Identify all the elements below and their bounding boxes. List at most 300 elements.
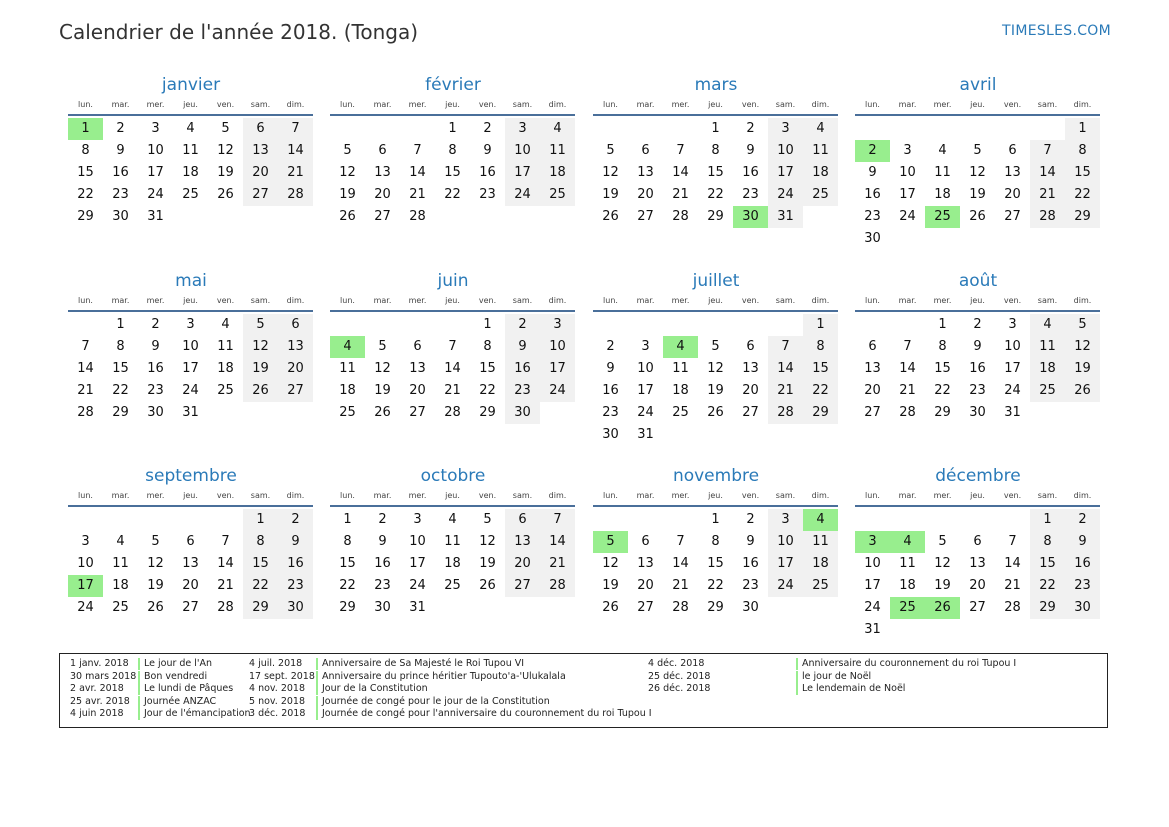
day-cell: 8	[81, 143, 90, 158]
weekday-label: lun.	[340, 100, 355, 109]
day-cell: 21	[1004, 578, 1021, 593]
day-cell: 29	[707, 600, 724, 615]
day-cell: 12	[217, 143, 234, 158]
day-cell: 6	[378, 143, 387, 158]
day-cell: 9	[746, 143, 755, 158]
empty-cell	[68, 314, 103, 336]
day-cell: 14	[1030, 162, 1065, 184]
day-grid	[593, 509, 839, 619]
day-cell: 30	[742, 600, 759, 615]
day-cell: 25	[1030, 380, 1065, 402]
month-11	[855, 465, 1101, 641]
day-cell: 22	[444, 187, 461, 202]
day-cell: 8	[483, 339, 492, 354]
weekday-label: mer.	[671, 296, 690, 305]
day-cell: 24	[182, 383, 199, 398]
day-cell: 10	[899, 165, 916, 180]
day-cell: 22	[707, 187, 724, 202]
legend-date: 4 nov. 2018	[249, 683, 305, 695]
empty-cell	[890, 314, 925, 336]
weekday-label: sam.	[1037, 296, 1058, 305]
month-name: avril	[959, 75, 997, 95]
day-cell: 10	[77, 556, 94, 571]
day-cell: 25	[217, 383, 234, 398]
day-cell: 1	[116, 317, 125, 332]
month-0	[68, 74, 314, 228]
day-cell: 19	[602, 187, 619, 202]
day-cell: 15	[479, 361, 496, 376]
day-cell: 21	[77, 383, 94, 398]
weekday-label: ven.	[741, 491, 760, 500]
day-cell: 23	[1065, 575, 1100, 597]
day-cell: 25	[803, 575, 838, 597]
weekday-header	[330, 490, 576, 502]
day-cell: 7	[676, 534, 685, 549]
month-name: mars	[694, 75, 738, 95]
empty-cell	[995, 509, 1030, 531]
month-name: janvier	[161, 75, 221, 95]
legend-row	[60, 708, 1107, 720]
empty-cell	[768, 314, 803, 336]
day-cell: 21	[444, 383, 461, 398]
weekday-header	[330, 99, 576, 111]
weekday-label: ven.	[741, 100, 760, 109]
day-cell: 21	[768, 380, 803, 402]
day-cell: 5	[483, 512, 492, 527]
weekday-label: jeu.	[445, 296, 460, 305]
month-divider	[330, 310, 575, 312]
day-cell: 6	[1008, 143, 1017, 158]
month-divider	[855, 505, 1100, 507]
day-cell: 7	[768, 336, 803, 358]
day-cell: 6	[505, 509, 540, 531]
day-cell: 10	[864, 556, 881, 571]
weekday-label: dim.	[286, 491, 305, 500]
legend-date: 25 déc. 2018	[648, 670, 711, 682]
weekday-label: lun.	[865, 296, 880, 305]
day-cell: 28	[444, 405, 461, 420]
day-cell: 1	[343, 512, 352, 527]
day-cell: 16	[505, 358, 540, 380]
day-cell: 11	[217, 339, 234, 354]
month-10	[593, 465, 839, 619]
month-divider	[330, 505, 575, 507]
day-cell: 9	[1065, 531, 1100, 553]
day-cell: 28	[77, 405, 94, 420]
weekday-label: sam.	[250, 491, 271, 500]
day-cell: 1	[1030, 509, 1065, 531]
weekday-label: jeu.	[970, 296, 985, 305]
month-name: août	[958, 271, 998, 291]
day-cell: 26	[969, 209, 986, 224]
weekday-label: mar.	[373, 296, 392, 305]
weekday-label: ven.	[478, 491, 497, 500]
day-cell: 29	[112, 405, 129, 420]
weekday-label: lun.	[603, 296, 618, 305]
day-cell: 27	[969, 600, 986, 615]
day-cell: 20	[182, 578, 199, 593]
day-cell: 23	[505, 380, 540, 402]
weekday-label: lun.	[603, 491, 618, 500]
day-cell: 12	[374, 361, 391, 376]
day-cell: 10	[505, 140, 540, 162]
day-cell: 14	[77, 361, 94, 376]
day-cell: 8	[243, 531, 278, 553]
day-grid	[330, 314, 576, 424]
day-cell: 10	[637, 361, 654, 376]
legend-holiday-name: Journée de congé pour le jour de la Constitution	[316, 696, 550, 708]
day-cell: 10	[409, 534, 426, 549]
day-grid	[330, 118, 576, 228]
day-cell: 4	[540, 118, 575, 140]
day-cell: 30	[864, 231, 881, 246]
weekday-header	[593, 99, 839, 111]
weekday-label: jeu.	[708, 100, 723, 109]
weekday-header	[330, 295, 576, 307]
empty-cell	[855, 509, 890, 531]
month-name: décembre	[935, 466, 1021, 486]
day-cell: 12	[479, 534, 496, 549]
day-cell: 24	[864, 600, 881, 615]
day-cell: 6	[641, 143, 650, 158]
weekday-label: jeu.	[708, 296, 723, 305]
day-cell: 27	[742, 405, 759, 420]
day-cell: 23	[147, 383, 164, 398]
holiday-legend	[59, 653, 1108, 728]
weekday-label: mar.	[636, 296, 655, 305]
day-cell: 30	[278, 597, 313, 619]
day-cell: 23	[479, 187, 496, 202]
weekday-label: dim.	[811, 296, 830, 305]
day-cell: 17	[899, 187, 916, 202]
day-cell: 16	[602, 383, 619, 398]
legend-date: 30 mars 2018	[70, 670, 137, 682]
month-5	[330, 270, 576, 424]
weekday-label: ven.	[1003, 296, 1022, 305]
day-cell: 27	[374, 209, 391, 224]
weekday-label: sam.	[775, 296, 796, 305]
day-cell: 14	[1004, 556, 1021, 571]
weekday-label: mar.	[111, 491, 130, 500]
day-cell: 19	[1065, 358, 1100, 380]
weekday-label: mer.	[146, 100, 165, 109]
weekday-label: mer.	[933, 491, 952, 500]
day-cell: 29	[339, 600, 356, 615]
day-cell: 10	[768, 140, 803, 162]
day-cell: 11	[540, 140, 575, 162]
month-6	[593, 270, 839, 446]
day-cell: 15	[707, 165, 724, 180]
weekday-label: jeu.	[445, 491, 460, 500]
day-cell: 26	[602, 600, 619, 615]
day-cell: 24	[77, 600, 94, 615]
holiday-day-cell: 26	[925, 597, 960, 619]
day-cell: 22	[339, 578, 356, 593]
day-cell: 15	[1030, 553, 1065, 575]
day-cell: 27	[637, 209, 654, 224]
empty-cell	[593, 118, 628, 140]
day-cell: 2	[606, 339, 615, 354]
empty-cell	[995, 118, 1030, 140]
day-cell: 13	[742, 361, 759, 376]
day-cell: 18	[339, 383, 356, 398]
weekday-label: mer.	[408, 100, 427, 109]
day-cell: 19	[217, 165, 234, 180]
day-cell: 15	[243, 553, 278, 575]
day-cell: 16	[864, 187, 881, 202]
day-cell: 1	[243, 509, 278, 531]
day-cell: 6	[641, 534, 650, 549]
day-cell: 16	[742, 556, 759, 571]
day-cell: 2	[973, 317, 982, 332]
day-cell: 5	[973, 143, 982, 158]
day-cell: 17	[147, 165, 164, 180]
empty-cell	[330, 118, 365, 140]
day-cell: 26	[339, 209, 356, 224]
day-cell: 20	[278, 358, 313, 380]
day-cell: 27	[182, 600, 199, 615]
day-cell: 4	[221, 317, 230, 332]
day-cell: 29	[479, 405, 496, 420]
weekday-header	[855, 99, 1101, 111]
weekday-header	[68, 99, 314, 111]
weekday-label: ven.	[1003, 100, 1022, 109]
weekday-label: dim.	[1073, 100, 1092, 109]
weekday-label: lun.	[865, 491, 880, 500]
day-cell: 31	[1004, 405, 1021, 420]
weekday-label: sam.	[512, 491, 533, 500]
day-cell: 30	[112, 209, 129, 224]
day-cell: 17	[182, 361, 199, 376]
weekday-label: sam.	[512, 296, 533, 305]
day-cell: 9	[606, 361, 615, 376]
day-cell: 28	[1004, 600, 1021, 615]
day-cell: 1	[711, 512, 720, 527]
holiday-day-cell: 1	[68, 118, 103, 140]
weekday-label: mar.	[111, 296, 130, 305]
empty-cell	[960, 509, 995, 531]
day-cell: 20	[374, 187, 391, 202]
day-cell: 16	[112, 165, 129, 180]
day-cell: 26	[602, 209, 619, 224]
day-cell: 28	[217, 600, 234, 615]
day-cell: 19	[147, 578, 164, 593]
day-cell: 6	[868, 339, 877, 354]
day-cell: 20	[409, 383, 426, 398]
day-cell: 31	[182, 405, 199, 420]
day-cell: 8	[116, 339, 125, 354]
day-cell: 23	[278, 575, 313, 597]
day-cell: 4	[938, 143, 947, 158]
day-grid	[68, 509, 314, 619]
day-cell: 22	[77, 187, 94, 202]
day-cell: 28	[278, 184, 313, 206]
weekday-label: dim.	[548, 491, 567, 500]
weekday-header	[593, 490, 839, 502]
day-cell: 13	[374, 165, 391, 180]
day-cell: 1	[483, 317, 492, 332]
day-cell: 3	[768, 509, 803, 531]
day-cell: 15	[934, 361, 951, 376]
day-cell: 8	[938, 339, 947, 354]
empty-cell	[1030, 118, 1065, 140]
weekday-label: dim.	[1073, 296, 1092, 305]
day-cell: 26	[1065, 380, 1100, 402]
day-cell: 14	[899, 361, 916, 376]
month-9	[330, 465, 576, 619]
page-title: Calendrier de l'année 2018. (Tonga)	[59, 20, 419, 44]
day-cell: 23	[112, 187, 129, 202]
day-cell: 20	[969, 578, 986, 593]
day-cell: 17	[768, 162, 803, 184]
day-cell: 6	[413, 339, 422, 354]
day-cell: 28	[768, 402, 803, 424]
empty-cell	[663, 509, 698, 531]
day-cell: 2	[151, 317, 160, 332]
day-cell: 1	[1065, 118, 1100, 140]
month-name: février	[425, 75, 481, 95]
month-divider	[593, 114, 838, 116]
legend-holiday-name: Le jour de l'An	[138, 658, 212, 670]
legend-row	[60, 696, 1107, 708]
day-cell: 31	[409, 600, 426, 615]
legend-date: 17 sept. 2018	[249, 670, 315, 682]
day-cell: 17	[505, 162, 540, 184]
empty-cell	[733, 314, 768, 336]
legend-holiday-name: Anniversaire du prince héritier Tupouto'a-'Ulukalala	[316, 671, 566, 683]
day-cell: 18	[672, 383, 689, 398]
day-cell: 25	[672, 405, 689, 420]
day-cell: 18	[112, 578, 129, 593]
day-cell: 17	[409, 556, 426, 571]
day-cell: 22	[1030, 575, 1065, 597]
weekday-header	[855, 295, 1101, 307]
empty-cell	[890, 118, 925, 140]
day-cell: 8	[711, 534, 720, 549]
day-cell: 15	[707, 556, 724, 571]
day-cell: 13	[182, 556, 199, 571]
weekday-label: mar.	[898, 100, 917, 109]
day-cell: 20	[637, 578, 654, 593]
day-cell: 14	[672, 556, 689, 571]
day-cell: 25	[444, 578, 461, 593]
weekday-label: dim.	[811, 491, 830, 500]
day-cell: 18	[540, 162, 575, 184]
day-cell: 18	[444, 556, 461, 571]
month-divider	[330, 114, 575, 116]
month-name: juin	[437, 271, 469, 291]
day-cell: 27	[1004, 209, 1021, 224]
empty-cell	[698, 314, 733, 336]
weekday-label: jeu.	[445, 100, 460, 109]
day-cell: 21	[217, 578, 234, 593]
day-cell: 22	[803, 380, 838, 402]
day-cell: 5	[151, 534, 160, 549]
day-cell: 5	[378, 339, 387, 354]
day-cell: 28	[899, 405, 916, 420]
legend-date: 4 juin 2018	[70, 708, 124, 720]
day-cell: 4	[1030, 314, 1065, 336]
weekday-header	[68, 295, 314, 307]
empty-cell	[628, 509, 663, 531]
empty-cell	[173, 509, 208, 531]
day-cell: 15	[112, 361, 129, 376]
empty-cell	[593, 509, 628, 531]
day-cell: 30	[602, 427, 619, 442]
day-cell: 13	[1004, 165, 1021, 180]
weekday-label: mer.	[933, 100, 952, 109]
legend-row	[60, 658, 1107, 670]
weekday-label: ven.	[478, 100, 497, 109]
day-cell: 25	[182, 187, 199, 202]
day-grid	[68, 118, 314, 228]
month-name: septembre	[145, 466, 237, 486]
day-cell: 2	[746, 512, 755, 527]
day-cell: 19	[602, 578, 619, 593]
day-cell: 31	[768, 206, 803, 228]
empty-cell	[68, 509, 103, 531]
day-cell: 19	[969, 187, 986, 202]
day-cell: 11	[803, 140, 838, 162]
holiday-day-cell: 4	[890, 531, 925, 553]
day-cell: 12	[934, 556, 951, 571]
weekday-label: mer.	[408, 296, 427, 305]
weekday-label: ven.	[216, 491, 235, 500]
day-cell: 15	[803, 358, 838, 380]
day-cell: 3	[1008, 317, 1017, 332]
day-cell: 23	[864, 209, 881, 224]
empty-cell	[365, 118, 400, 140]
month-3	[855, 74, 1101, 250]
day-cell: 11	[112, 556, 129, 571]
day-cell: 23	[602, 405, 619, 420]
day-cell: 15	[77, 165, 94, 180]
day-cell: 1	[448, 121, 457, 136]
day-cell: 17	[864, 578, 881, 593]
day-cell: 5	[221, 121, 230, 136]
weekday-label: mar.	[111, 100, 130, 109]
day-cell: 25	[803, 184, 838, 206]
month-divider	[68, 310, 313, 312]
empty-cell	[628, 314, 663, 336]
day-cell: 9	[505, 336, 540, 358]
month-divider	[68, 114, 313, 116]
brand-link[interactable]: TIMESLES.COM	[1002, 23, 1111, 39]
day-cell: 24	[540, 380, 575, 402]
weekday-label: sam.	[250, 296, 271, 305]
weekday-label: jeu.	[183, 491, 198, 500]
day-cell: 27	[278, 380, 313, 402]
day-cell: 6	[746, 339, 755, 354]
weekday-label: ven.	[1003, 491, 1022, 500]
day-cell: 24	[768, 184, 803, 206]
day-cell: 29	[77, 209, 94, 224]
day-cell: 24	[899, 209, 916, 224]
day-cell: 29	[1030, 597, 1065, 619]
weekday-label: ven.	[741, 296, 760, 305]
day-cell: 7	[278, 118, 313, 140]
day-cell: 12	[707, 361, 724, 376]
day-cell: 16	[374, 556, 391, 571]
holiday-day-cell: 3	[855, 531, 890, 553]
weekday-label: sam.	[1037, 491, 1058, 500]
day-cell: 30	[505, 402, 540, 424]
day-cell: 4	[448, 512, 457, 527]
empty-cell	[960, 118, 995, 140]
day-cell: 16	[1065, 553, 1100, 575]
day-cell: 5	[711, 339, 720, 354]
day-cell: 3	[540, 314, 575, 336]
